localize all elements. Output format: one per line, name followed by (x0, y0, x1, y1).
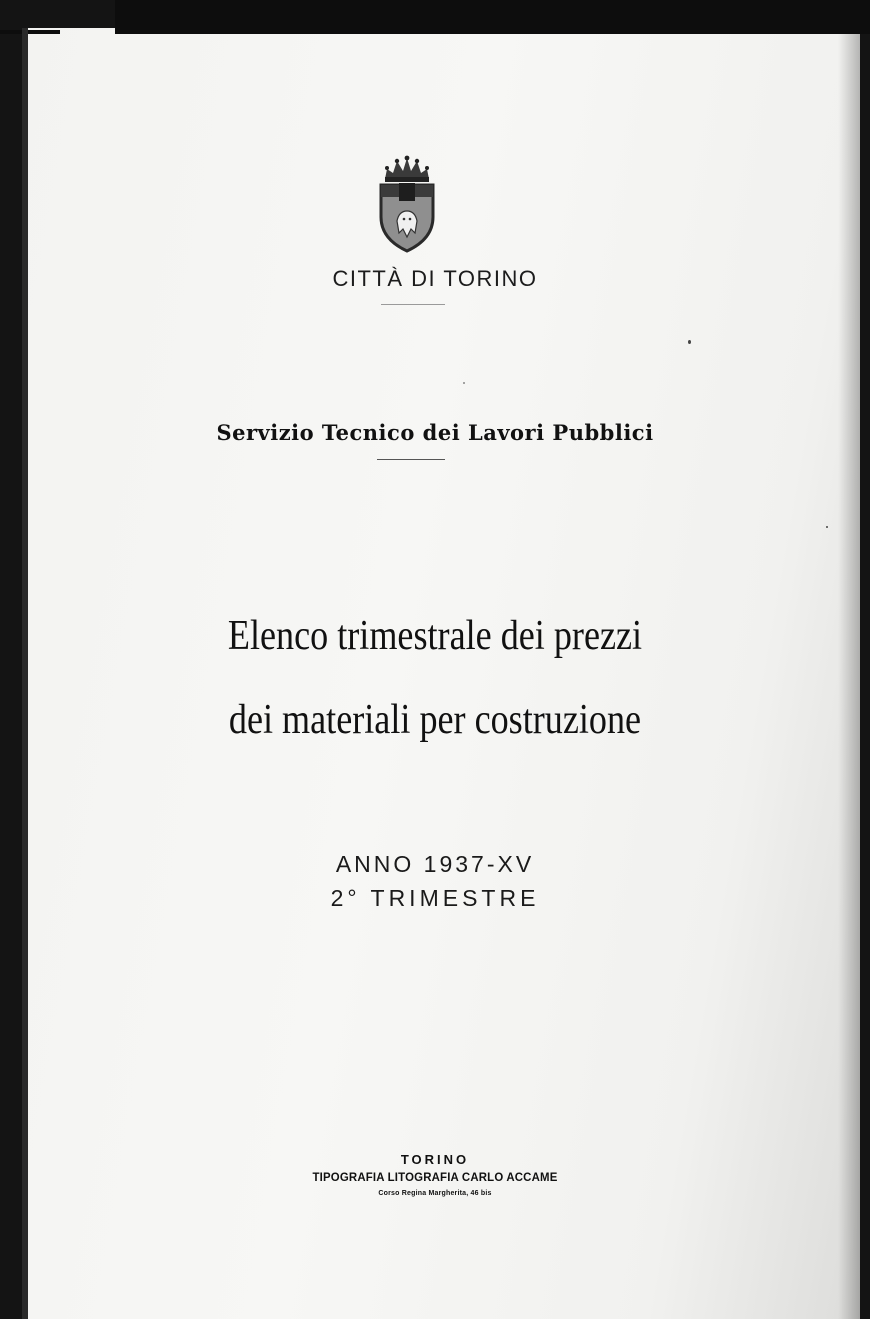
divider-rule (381, 304, 445, 305)
divider-rule (377, 459, 445, 460)
paper-speck (826, 526, 828, 528)
scan-top-border (115, 0, 870, 34)
turin-coat-of-arms-icon (377, 155, 437, 253)
page-edge-shadow (838, 28, 860, 1319)
paper-speck (463, 382, 465, 384)
scan-left-mark (0, 30, 60, 34)
imprint-city: TORINO (400, 1152, 470, 1167)
imprint-address: Corso Regina Margherita, 46 bis (378, 1190, 492, 1197)
title-page (22, 28, 860, 1319)
document-title-line-1: Elenco trimestrale dei prezzi (227, 613, 643, 659)
paper-speck (688, 340, 691, 344)
service-heading: Servizio Tecnico dei Lavori Pubblici (216, 420, 654, 445)
page-left-edge (22, 28, 28, 1319)
imprint-printer: TIPOGRAFIA LITOGRAFIA CARLO ACCAME (312, 1170, 558, 1184)
year-label: ANNO 1937-XV (335, 851, 535, 877)
city-heading: CITTÀ DI TORINO (332, 266, 538, 291)
quarter-label: 2° TRIMESTRE (330, 885, 540, 911)
document-title-line-2: dei materiali per costruzione (228, 697, 642, 743)
